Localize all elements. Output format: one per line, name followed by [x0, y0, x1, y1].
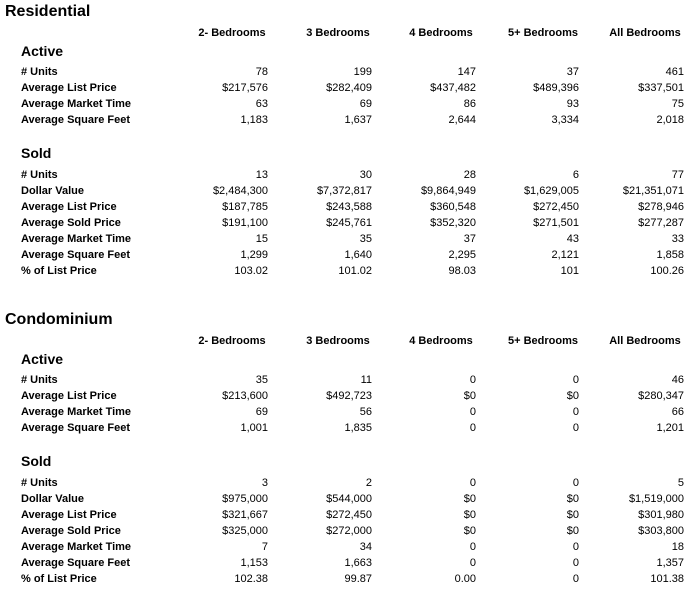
table-cell: $301,980 — [638, 509, 684, 521]
table-cell: $352,320 — [430, 217, 476, 229]
condominium-column-header: 2- Bedrooms — [198, 335, 266, 347]
table-cell: $245,761 — [326, 217, 372, 229]
table-cell: 0 — [572, 422, 579, 434]
table-cell: 1,663 — [344, 557, 372, 569]
table-cell: $0 — [566, 493, 579, 505]
table-cell: 0 — [572, 406, 579, 418]
table-cell: 34 — [359, 541, 372, 553]
table-cell: 1,183 — [240, 114, 268, 126]
table-cell: 35 — [359, 233, 372, 245]
table-cell: 0 — [572, 573, 579, 585]
table-cell: $0 — [463, 390, 476, 402]
table-cell: 0 — [469, 422, 476, 434]
row-label: Average Square Feet — [21, 249, 131, 261]
table-cell: 0 — [572, 374, 579, 386]
row-label: Dollar Value — [21, 185, 84, 197]
row-label: Average Square Feet — [21, 114, 131, 126]
table-cell: 66 — [671, 406, 684, 418]
table-cell: 1,858 — [656, 249, 684, 261]
table-cell: 1,299 — [240, 249, 268, 261]
table-cell: 99.87 — [344, 573, 372, 585]
table-cell: 2,295 — [448, 249, 476, 261]
table-cell: 0 — [572, 557, 579, 569]
table-cell: 6 — [572, 169, 579, 181]
table-cell: $492,723 — [326, 390, 372, 402]
table-cell: 18 — [671, 541, 684, 553]
table-cell: $1,629,005 — [523, 185, 579, 197]
residential-column-header: 3 Bedrooms — [306, 27, 370, 39]
residential-column-header: 5+ Bedrooms — [508, 27, 578, 39]
table-cell: 0.00 — [454, 573, 476, 585]
table-cell: $0 — [566, 390, 579, 402]
row-label: Average List Price — [21, 509, 117, 521]
table-cell: 7 — [261, 541, 268, 553]
table-cell: 30 — [359, 169, 372, 181]
table-cell: 69 — [359, 98, 372, 110]
table-cell: $489,396 — [533, 82, 579, 94]
table-cell: 3,334 — [551, 114, 579, 126]
table-cell: 3 — [261, 477, 268, 489]
table-cell: $213,600 — [222, 390, 268, 402]
table-cell: $2,484,300 — [212, 185, 268, 197]
table-cell: 2,121 — [551, 249, 579, 261]
table-cell: $271,501 — [533, 217, 579, 229]
table-cell: 28 — [463, 169, 476, 181]
table-cell: 1,640 — [344, 249, 372, 261]
table-cell: 46 — [671, 374, 684, 386]
table-cell: 0 — [469, 477, 476, 489]
table-cell: $187,785 — [222, 201, 268, 213]
table-cell: 63 — [255, 98, 268, 110]
table-cell: 103.02 — [234, 265, 268, 277]
table-cell: 0 — [469, 406, 476, 418]
table-cell: 33 — [671, 233, 684, 245]
row-label: # Units — [21, 66, 58, 78]
table-cell: 2 — [365, 477, 372, 489]
row-label: # Units — [21, 477, 58, 489]
row-label: Average Market Time — [21, 406, 132, 418]
row-label: Average List Price — [21, 201, 117, 213]
table-cell: $544,000 — [326, 493, 372, 505]
table-cell: 5 — [677, 477, 684, 489]
table-cell: $21,351,071 — [622, 185, 684, 197]
table-cell: 0 — [572, 477, 579, 489]
table-cell: $277,287 — [638, 217, 684, 229]
residential-column-header: 4 Bedrooms — [409, 27, 473, 39]
table-cell: $437,482 — [430, 82, 476, 94]
table-cell: 93 — [566, 98, 579, 110]
table-cell: 101.02 — [338, 265, 372, 277]
table-cell: 77 — [671, 169, 684, 181]
table-cell: 199 — [353, 66, 372, 78]
table-cell: $1,519,000 — [628, 493, 684, 505]
table-cell: $303,800 — [638, 525, 684, 537]
table-cell: 37 — [463, 233, 476, 245]
table-cell: $0 — [566, 525, 579, 537]
residential-title: Residential — [5, 3, 91, 20]
table-cell: 13 — [255, 169, 268, 181]
condominium-column-header: 3 Bedrooms — [306, 335, 370, 347]
table-cell: $243,588 — [326, 201, 372, 213]
condominium-active-title: Active — [21, 351, 64, 367]
row-label: Average Sold Price — [21, 525, 121, 537]
row-label: Average Market Time — [21, 98, 132, 110]
row-label: Average Market Time — [21, 233, 132, 245]
table-cell: 102.38 — [234, 573, 268, 585]
table-cell: $280,347 — [638, 390, 684, 402]
table-cell: 101 — [560, 265, 579, 277]
table-cell: $282,409 — [326, 82, 372, 94]
table-cell: 1,201 — [656, 422, 684, 434]
row-label: % of List Price — [21, 573, 97, 585]
table-cell: 56 — [359, 406, 372, 418]
row-label: Average Square Feet — [21, 557, 131, 569]
table-cell: 0 — [469, 557, 476, 569]
table-cell: $0 — [463, 493, 476, 505]
row-label: Average Sold Price — [21, 217, 121, 229]
condominium-sold-title: Sold — [21, 453, 52, 469]
row-label: Average Market Time — [21, 541, 132, 553]
table-cell: 100.26 — [650, 265, 684, 277]
condominium-column-header: 4 Bedrooms — [409, 335, 473, 347]
table-cell: $975,000 — [222, 493, 268, 505]
condominium-title: Condominium — [5, 311, 113, 328]
table-cell: $7,372,817 — [316, 185, 372, 197]
condominium-column-header: 5+ Bedrooms — [508, 335, 578, 347]
row-label: Average Square Feet — [21, 422, 131, 434]
table-cell: 1,357 — [656, 557, 684, 569]
table-cell: 2,018 — [656, 114, 684, 126]
row-label: # Units — [21, 374, 58, 386]
table-cell: $191,100 — [222, 217, 268, 229]
table-cell: 35 — [255, 374, 268, 386]
table-cell: 2,644 — [448, 114, 476, 126]
condominium-column-header: All Bedrooms — [609, 335, 681, 347]
table-cell: $0 — [463, 525, 476, 537]
table-cell: $217,576 — [222, 82, 268, 94]
table-cell: 1,001 — [240, 422, 268, 434]
table-cell: $272,450 — [326, 509, 372, 521]
table-cell: 1,153 — [240, 557, 268, 569]
table-cell: 0 — [469, 541, 476, 553]
residential-active-title: Active — [21, 43, 64, 59]
table-cell: 78 — [255, 66, 268, 78]
table-cell: 75 — [671, 98, 684, 110]
residential-sold-title: Sold — [21, 145, 52, 161]
residential-column-header: 2- Bedrooms — [198, 27, 266, 39]
row-label: Dollar Value — [21, 493, 84, 505]
table-cell: 43 — [566, 233, 579, 245]
table-cell: 15 — [255, 233, 268, 245]
table-cell: 1,835 — [344, 422, 372, 434]
residential-column-header: All Bedrooms — [609, 27, 681, 39]
table-cell: 86 — [463, 98, 476, 110]
table-cell: $360,548 — [430, 201, 476, 213]
table-cell: $9,864,949 — [420, 185, 476, 197]
table-cell: $321,667 — [222, 509, 268, 521]
table-cell: 69 — [255, 406, 268, 418]
table-cell: 1,637 — [344, 114, 372, 126]
table-cell: $272,450 — [533, 201, 579, 213]
table-cell: 98.03 — [448, 265, 476, 277]
row-label: Average List Price — [21, 82, 117, 94]
table-cell: $278,946 — [638, 201, 684, 213]
row-label: # Units — [21, 169, 58, 181]
table-cell: $337,501 — [638, 82, 684, 94]
row-label: % of List Price — [21, 265, 97, 277]
table-cell: $325,000 — [222, 525, 268, 537]
table-cell: $272,000 — [326, 525, 372, 537]
table-cell: 461 — [665, 66, 684, 78]
table-cell: 11 — [360, 374, 372, 386]
table-cell: 0 — [469, 374, 476, 386]
table-cell: $0 — [566, 509, 579, 521]
table-cell: 101.38 — [650, 573, 684, 585]
table-cell: 37 — [566, 66, 579, 78]
table-cell: $0 — [463, 509, 476, 521]
table-cell: 147 — [457, 66, 476, 78]
row-label: Average List Price — [21, 390, 117, 402]
table-cell: 0 — [572, 541, 579, 553]
